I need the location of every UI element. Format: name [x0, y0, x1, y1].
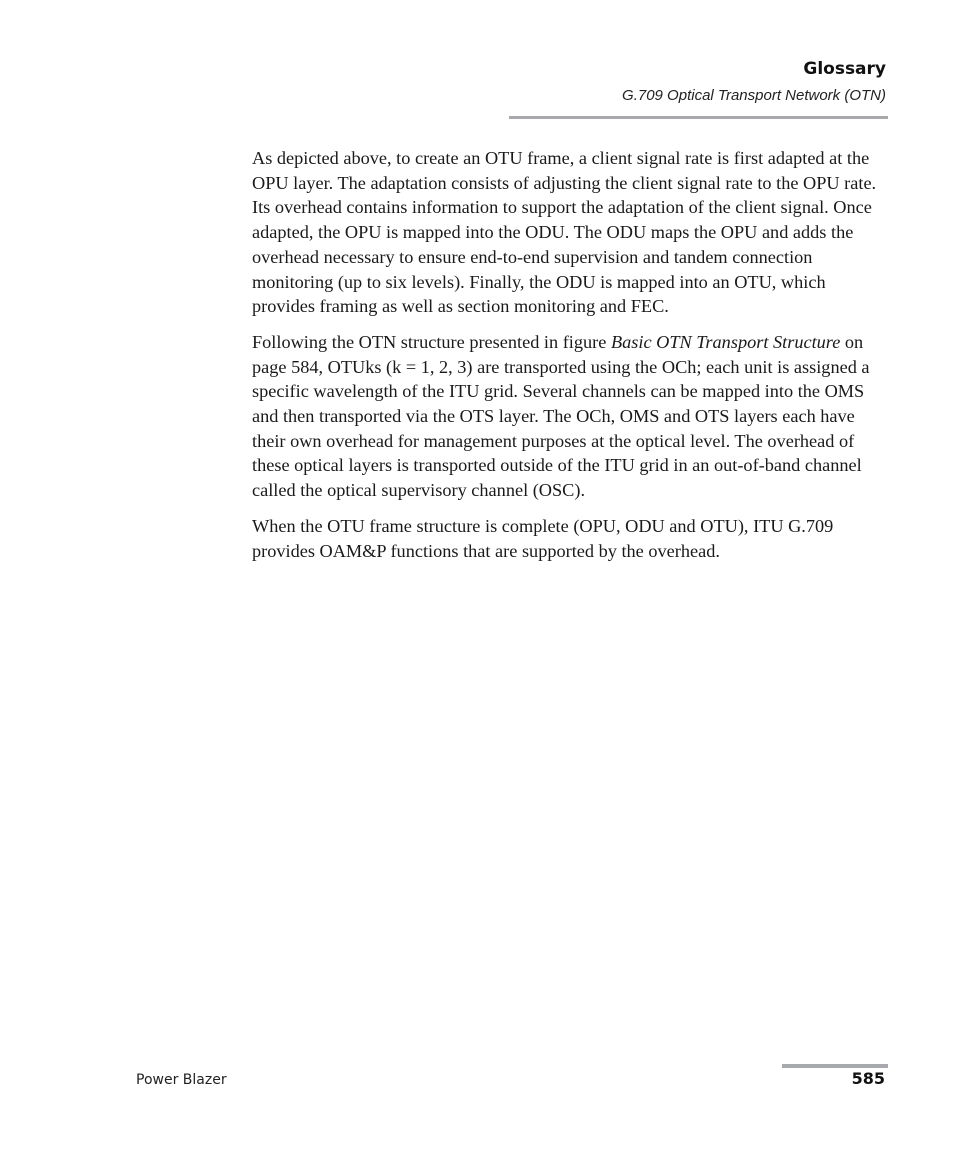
body-paragraph — [252, 330, 888, 503]
body-paragraph: As depicted above, to create an OTU frame, a client signal rate is first adapted at the OPU layer. The adaptation consists of adjusting the client signal rate to the OPU rate. Its overhead contains information to support the adaptation of the client signal. Once adapted, the OPU is mapped into the ODU. The ODU maps the OPU and adds the overhead necessary to ensure end-to-end supervision and tandem connection monitoring (up to six levels). Finally, the ODU is mapped into an OTU, which provides framing as well as section monitoring and FEC. — [252, 148, 877, 317]
paragraph-text: Following the OTN structure presented in figure — [252, 331, 611, 352]
footer-divider — [782, 1064, 888, 1068]
body-paragraph: When the OTU frame structure is complete (OPU, ODU and OTU), ITU G.709 provides OAM&P functions that are supported by the overhead. — [252, 515, 834, 561]
paragraph-text: on page 584, OTUks (k = 1, 2, 3) are transported using the OCh; each unit is assigned a specific wavelength of the ITU grid. Several channels can be mapped into the OMS and then transported via the OTS layer. The OCh, OMS and OTS layers each have their own overhead for management purposes at the optical level. The overhead of these optical layers is transported outside of the ITU grid in an out-of-band channel called the optical supervisory channel (OSC). — [252, 331, 870, 501]
page-body — [252, 146, 888, 574]
running-header — [622, 58, 886, 106]
header-divider — [509, 116, 888, 119]
page-number: 585 — [851, 1069, 885, 1088]
section-subtitle: G.709 Optical Transport Network (OTN) — [622, 87, 886, 104]
figure-reference: Basic OTN Transport Structure — [610, 331, 841, 352]
footer-product-name: Power Blazer — [136, 1072, 227, 1088]
section-title: Glossary — [803, 59, 886, 79]
